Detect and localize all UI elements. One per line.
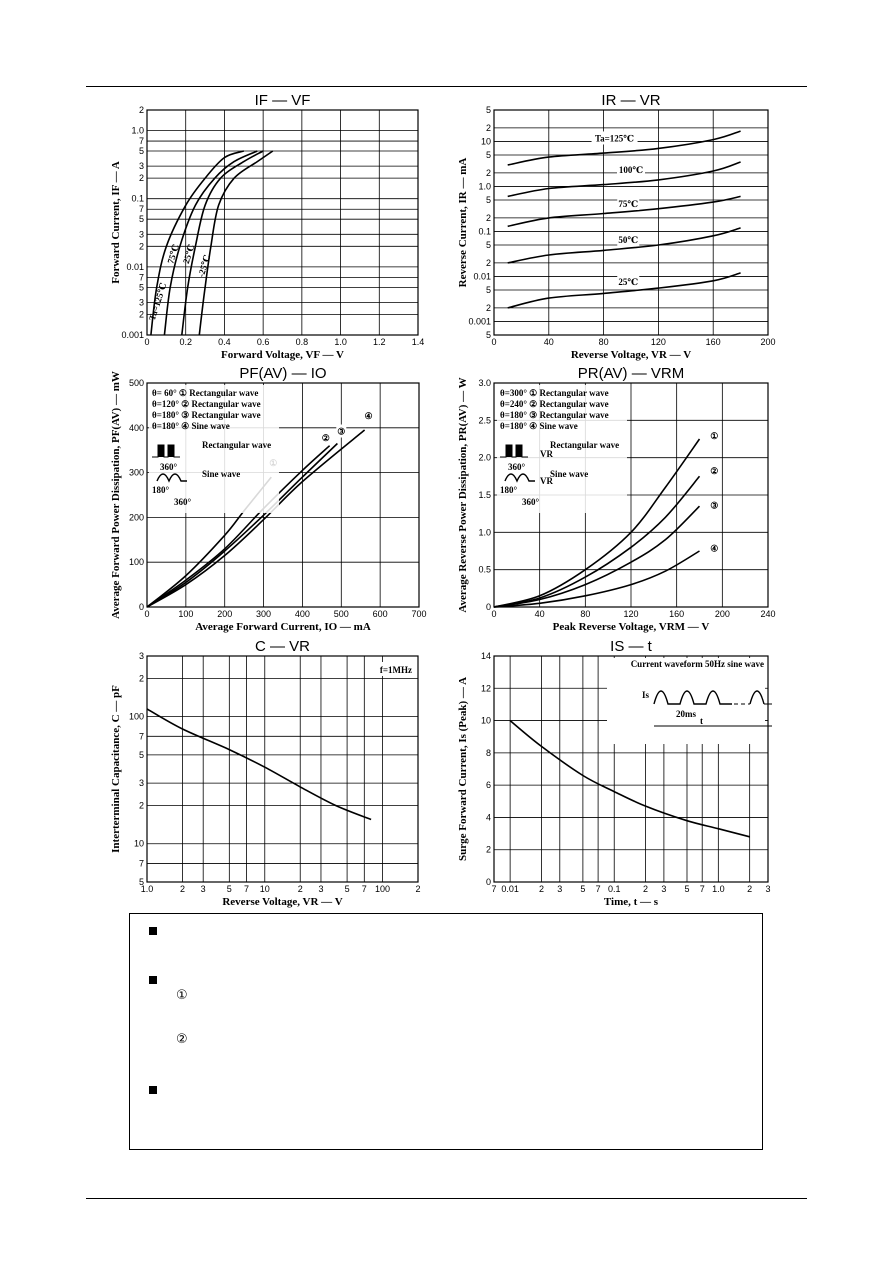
note-item-1: ① — [176, 988, 188, 1003]
legend-angle: 360° — [508, 462, 526, 472]
y-tick-label: 2 — [138, 241, 144, 252]
legend-entry: θ=180° ④ Sine wave — [500, 421, 578, 431]
curve-label: ② — [321, 433, 330, 444]
curve-label: Ta=125℃ — [146, 281, 169, 322]
curve-label: 25℃ — [180, 242, 197, 265]
y-tick-label: 2 — [485, 167, 491, 178]
y-tick-label: 0 — [138, 602, 144, 612]
legend-entry: θ=120° ② Rectangular wave — [152, 399, 261, 409]
legend-entry: θ=300° ① Rectangular wave — [500, 388, 609, 398]
x-tick-label: 3 — [661, 884, 667, 894]
y-tick-label: 7 — [138, 731, 144, 742]
y-tick-label: 7 — [138, 136, 144, 147]
x-tick-label: 2 — [415, 884, 421, 894]
x-tick-label: 1.4 — [411, 337, 425, 347]
x-tick-label: 5 — [580, 884, 586, 894]
plot-frame — [147, 656, 418, 882]
note-bullet — [149, 927, 157, 935]
y-tick-label: 5 — [485, 285, 491, 295]
y-tick-label: 2 — [485, 122, 491, 133]
y-tick-label: 5 — [138, 282, 144, 293]
y-tick-label: 0.01 — [126, 261, 144, 272]
curve-label: Ta=125℃ — [595, 133, 635, 144]
y-tick-label: 10 — [133, 838, 144, 849]
curve-label: ③ — [710, 500, 719, 511]
x-tick-label: 7 — [491, 884, 497, 894]
chart-title: IF — VF — [254, 92, 311, 109]
x-tick-label: 240 — [760, 609, 776, 619]
y-tick-label: 100 — [128, 557, 144, 568]
x-tick-label: 3 — [318, 884, 324, 894]
y-tick-label: 2 — [138, 105, 144, 115]
y-tick-label: 3.0 — [478, 378, 491, 388]
x-tick-label: 600 — [372, 609, 388, 619]
x-tick-label: 2 — [747, 884, 753, 894]
y-tick-label: 10 — [480, 715, 491, 726]
x-tick-label: 5 — [226, 884, 232, 894]
x-tick-label: 100 — [375, 884, 391, 894]
y-tick-label: 0.1 — [478, 226, 491, 237]
x-tick-label: 400 — [294, 609, 310, 619]
y-axis-label: Forward Current, IF — A — [110, 161, 122, 284]
curve-label: ③ — [337, 426, 346, 437]
annotation-text: Current waveform 50Hz sine wave — [630, 659, 764, 669]
y-tick-label: 2 — [138, 800, 144, 811]
y-tick-label: 5 — [485, 150, 491, 160]
y-axis-label: Average Forward Power Dissipation, PF(AV) — mW — [110, 371, 122, 619]
x-tick-label: 0 — [144, 609, 150, 619]
x-tick-label: 200 — [714, 609, 730, 619]
x-tick-label: 1.0 — [140, 884, 154, 894]
notes-box — [129, 913, 763, 1150]
inset-bg — [607, 658, 765, 744]
y-tick-label: 0.001 — [121, 330, 144, 340]
y-tick-label: 5 — [138, 749, 144, 760]
x-tick-label: 120 — [650, 337, 666, 347]
y-tick-label: 5 — [138, 877, 144, 887]
legend-angle: 180° — [152, 485, 170, 495]
y-tick-label: 7 — [138, 858, 144, 869]
x-tick-label: 0 — [491, 609, 497, 619]
note-bullet — [149, 1086, 157, 1094]
y-tick-label: 0.1 — [131, 193, 144, 204]
x-tick-label: 0.6 — [256, 337, 270, 347]
y-axis-label: Interterminal Capacitance, C — pF — [110, 685, 122, 853]
chart-if-vf — [110, 92, 424, 361]
y-tick-label: 3 — [138, 297, 144, 308]
y-tick-label: 2.5 — [478, 415, 491, 426]
chart-title: IS — t — [610, 638, 652, 655]
legend-entry: θ= 60° ① Rectangular wave — [152, 388, 259, 398]
x-tick-label: 7 — [361, 884, 367, 894]
x-tick-label: 1.0 — [712, 884, 725, 894]
x-tick-label: 160 — [705, 337, 721, 347]
x-axis-label: Reverse Voltage, VR — V — [570, 349, 692, 361]
chart-c-vr — [110, 638, 421, 908]
legend-angle: 360° — [174, 497, 192, 507]
legend-entry: θ=240° ② Rectangular wave — [500, 399, 609, 409]
y-tick-label: 2 — [138, 309, 144, 320]
x-tick-label: 0.1 — [607, 884, 621, 894]
y-axis-label: Reverse Current, IR — mA — [457, 157, 469, 288]
legend-entry: Sine wave — [550, 469, 589, 479]
chart-title: IR — VR — [601, 92, 661, 109]
y-tick-label: 0.001 — [468, 316, 491, 327]
note-bullet — [149, 976, 157, 984]
inset-label-20ms: 20ms — [676, 709, 696, 719]
note-item-2: ② — [176, 1032, 188, 1047]
legend-entry: Sine wave — [202, 469, 241, 479]
y-tick-label: 2 — [485, 302, 491, 313]
x-tick-label: 2 — [179, 884, 185, 894]
y-tick-label: 1.0 — [478, 181, 491, 192]
y-tick-label: 0 — [485, 602, 491, 612]
x-tick-label: 2 — [538, 884, 544, 894]
y-tick-label: 5 — [485, 240, 491, 250]
legend-entry: Rectangular wave — [550, 440, 620, 450]
y-axis-label: Average Reverse Power Dissipation, PR(AV) — W — [457, 377, 469, 613]
y-tick-label: 5 — [485, 330, 491, 340]
chart-title: PR(AV) — VRM — [577, 365, 685, 382]
y-tick-label: 3 — [138, 229, 144, 240]
x-tick-label: 300 — [256, 609, 272, 619]
chart-ir-vr — [457, 92, 776, 361]
x-tick-label: 120 — [623, 609, 639, 619]
y-tick-label: 2 — [138, 173, 144, 184]
chart-pr-vrm — [457, 365, 776, 633]
legend-entry: θ=180° ③ Rectangular wave — [152, 410, 261, 420]
x-tick-label: 40 — [543, 337, 554, 347]
x-axis-label: Peak Reverse Voltage, VRM — V — [552, 621, 710, 633]
y-tick-label: 300 — [128, 467, 144, 478]
curve-label: ① — [710, 431, 719, 441]
x-tick-label: 0 — [491, 337, 497, 347]
curve-label: 75℃ — [618, 198, 639, 209]
legend-entry: θ=180° ③ Rectangular wave — [500, 410, 609, 420]
legend-symbol-vr: VR — [540, 449, 553, 459]
x-tick-label: 80 — [580, 609, 591, 619]
y-tick-label: 14 — [480, 651, 491, 661]
x-tick-label: 5 — [344, 884, 350, 894]
curve-label: 75℃ — [165, 242, 181, 265]
y-tick-label: 5 — [485, 195, 491, 205]
chart-is-t — [457, 638, 772, 908]
chart-title: PF(AV) — IO — [239, 365, 327, 382]
legend-symbol-vr: VR — [540, 476, 553, 486]
y-tick-label: 2 — [485, 212, 491, 223]
x-tick-label: 3 — [200, 884, 206, 894]
x-tick-label: 80 — [598, 337, 609, 347]
y-tick-label: 3 — [138, 651, 144, 661]
y-tick-label: 3 — [138, 161, 144, 172]
y-tick-label: 4 — [485, 812, 491, 823]
curve-label: ④ — [710, 543, 719, 554]
x-tick-label: 3 — [765, 884, 771, 894]
x-tick-label: 5 — [684, 884, 690, 894]
y-tick-label: 200 — [128, 512, 144, 523]
inset-label-t: t — [700, 716, 703, 726]
chart-title: C — VR — [254, 638, 311, 655]
y-tick-label: 6 — [485, 780, 491, 791]
y-tick-label: 1.5 — [478, 490, 491, 500]
y-tick-label: 8 — [485, 747, 491, 758]
y-tick-label: 2.0 — [478, 452, 491, 463]
x-axis-label: Average Forward Current, IO — mA — [195, 621, 371, 633]
curve-label: 100℃ — [618, 164, 644, 175]
x-tick-label: 160 — [669, 609, 685, 619]
curve-label: ② — [710, 466, 719, 477]
x-axis-label: Time, t — s — [603, 896, 659, 908]
y-tick-label: 12 — [480, 683, 491, 694]
x-tick-label: 2 — [297, 884, 303, 894]
legend-angle: 360° — [522, 497, 540, 507]
x-axis-label: Reverse Voltage, VR — V — [222, 896, 343, 908]
y-tick-label: 5 — [138, 146, 144, 157]
x-tick-label: 200 — [760, 337, 776, 347]
x-tick-label: 3 — [557, 884, 563, 894]
y-tick-label: 1.0 — [478, 527, 491, 538]
y-tick-label: 400 — [128, 422, 144, 433]
x-tick-label: 0.4 — [218, 337, 231, 347]
x-tick-label: 0 — [144, 337, 150, 347]
x-tick-label: 7 — [699, 884, 705, 894]
y-tick-label: 500 — [128, 378, 144, 388]
y-tick-label: 7 — [138, 272, 144, 283]
y-tick-label: 5 — [138, 214, 144, 225]
x-axis-label: Forward Voltage, VF — V — [221, 349, 344, 361]
legend-angle: 180° — [500, 485, 518, 495]
y-tick-label: 3 — [138, 778, 144, 789]
y-tick-label: 10 — [480, 136, 491, 147]
x-tick-label: 2 — [643, 884, 649, 894]
y-tick-label: 0 — [485, 877, 491, 887]
legend-entry: Rectangular wave — [202, 440, 272, 450]
x-tick-label: 0.01 — [501, 884, 519, 894]
y-tick-label: 2 — [485, 844, 491, 855]
x-tick-label: 7 — [595, 884, 601, 894]
curve-label: 50℃ — [618, 235, 639, 246]
x-tick-label: 40 — [534, 609, 545, 619]
legend-angle: 360° — [160, 462, 178, 472]
inset-label-is: Is — [642, 690, 650, 700]
y-tick-label: 2 — [138, 673, 144, 684]
y-tick-label: 2 — [485, 257, 491, 268]
x-tick-label: 10 — [259, 884, 270, 894]
annotation-text: f=1MHz — [379, 665, 412, 675]
y-tick-label: 0.01 — [473, 271, 491, 282]
x-tick-label: 500 — [333, 609, 349, 619]
legend-entry: θ=180° ④ Sine wave — [152, 421, 230, 431]
x-tick-label: 200 — [217, 609, 233, 619]
y-tick-label: 100 — [128, 711, 144, 722]
y-tick-label: 1.0 — [131, 125, 144, 136]
x-tick-label: 100 — [178, 609, 194, 619]
y-axis-label: Surge Forward Current, Is (Peak) — A — [457, 676, 469, 862]
y-tick-label: 7 — [138, 204, 144, 215]
x-tick-label: 0.8 — [295, 337, 309, 347]
y-tick-label: 0.5 — [478, 564, 491, 575]
x-tick-label: 700 — [411, 609, 427, 619]
x-tick-label: 1.2 — [373, 337, 386, 347]
curve-label: -25℃ — [195, 253, 213, 279]
x-tick-label: 1.0 — [334, 337, 347, 347]
x-tick-label: 7 — [244, 884, 250, 894]
y-tick-label: 5 — [485, 105, 491, 115]
curve-label: ④ — [364, 410, 373, 421]
x-tick-label: 0.2 — [179, 337, 192, 347]
chart-pf-io — [110, 365, 427, 633]
curve-label: 25℃ — [618, 276, 639, 287]
